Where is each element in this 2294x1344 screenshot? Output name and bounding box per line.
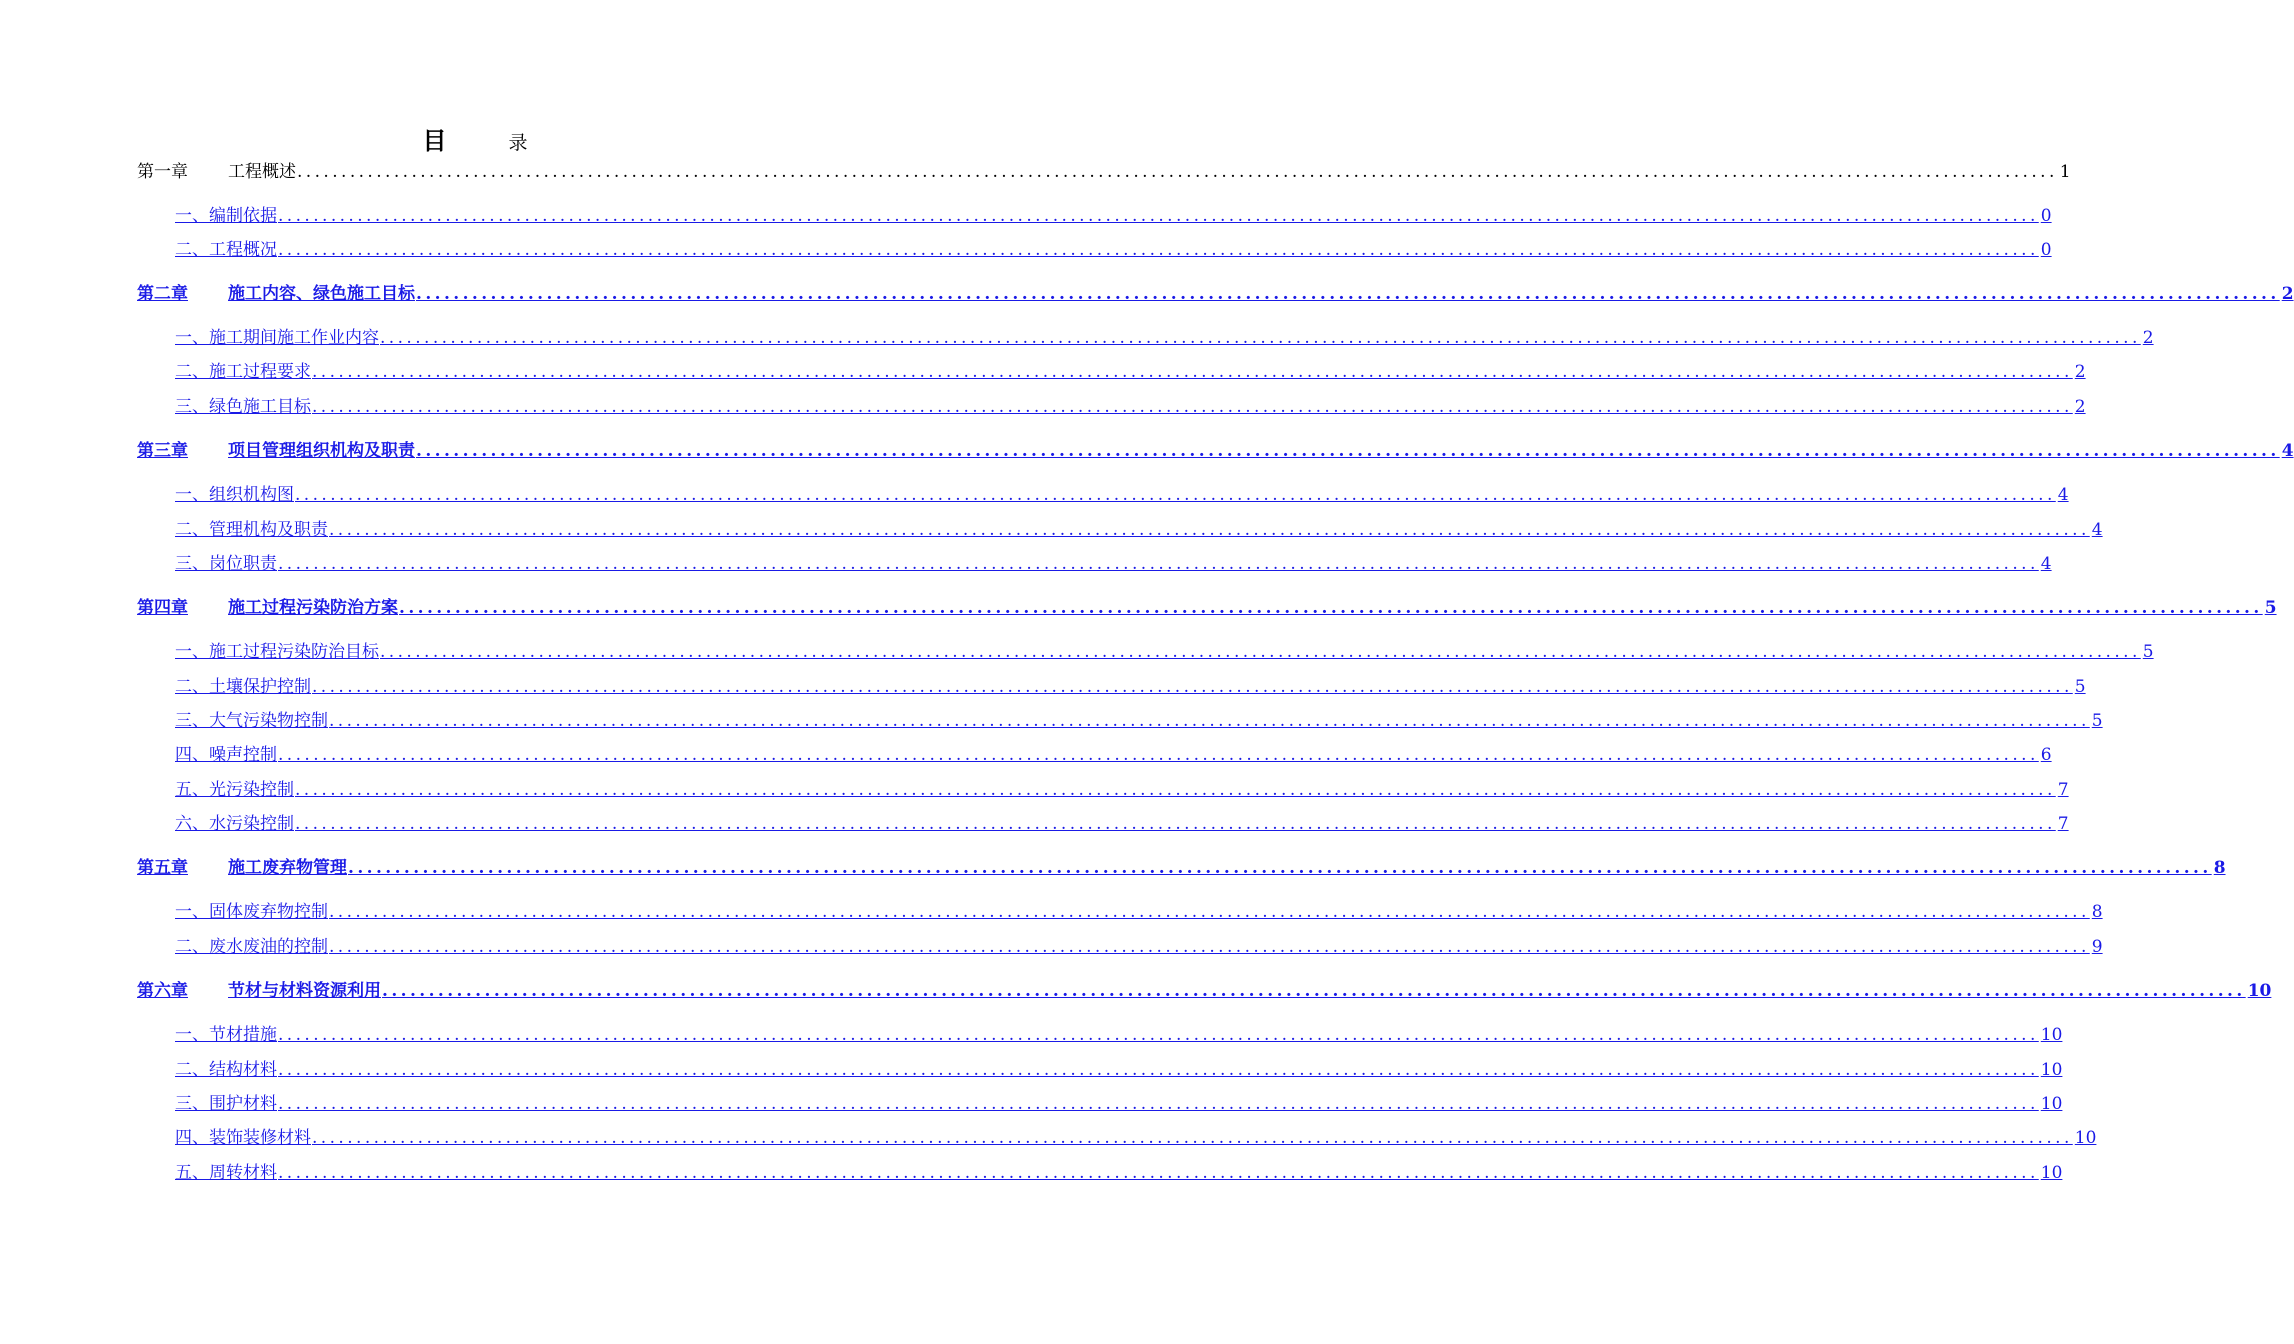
toc-chapter-link[interactable] (137, 160, 2071, 184)
toc-leader-dots: ........................................................................................................................................................................................................ (329, 902, 2090, 922)
toc-page-number: 4 (2057, 485, 2069, 505)
toc-section-link[interactable] (175, 238, 2052, 262)
toc-page-number: 4 (2281, 441, 2294, 461)
toc-section-title: 五、周转材料 (175, 1163, 277, 1183)
toc-page-number: 1 (2059, 162, 2071, 182)
toc-section-title: 三、岗位职责 (175, 554, 277, 574)
toc-leader-dots: ........................................................................................................................................................................................................ (295, 814, 2056, 834)
toc-section-title: 二、废水废油的控制 (175, 937, 328, 957)
toc-chapter-label (137, 856, 347, 880)
toc-chapter-title: 节材与材料资源利用 (228, 981, 381, 1001)
toc-section-link[interactable] (175, 900, 2103, 924)
toc-section-title: 四、装饰装修材料 (175, 1128, 311, 1148)
toc-chapter-label (137, 979, 381, 1003)
toc-page-number: 2 (2074, 362, 2086, 382)
toc-page-number: 0 (2040, 240, 2052, 260)
toc-leader-dots: ........................................................................................................................................................................................................ (416, 284, 2280, 304)
toc-chapter-link[interactable] (137, 856, 2226, 880)
toc-leader-dots: ........................................................................................................................................................................................................ (380, 642, 2141, 662)
toc-leader-dots: ........................................................................................................................................................................................................ (312, 362, 2073, 382)
toc-section-link[interactable] (175, 518, 2103, 542)
toc-leader-dots: ........................................................................................................................................................................................................ (295, 780, 2056, 800)
toc-leader-dots: ........................................................................................................................................................................................................ (295, 485, 2056, 505)
toc-page-number: 9 (2091, 937, 2103, 957)
toc-leader-dots: ........................................................................................................................................................................................................ (278, 554, 2039, 574)
toc-page-number: 10 (2074, 1128, 2097, 1148)
toc-leader-dots: ........................................................................................................................................................................................................ (329, 520, 2090, 540)
toc-section-link[interactable] (175, 743, 2052, 767)
toc-section-link[interactable] (175, 326, 2154, 350)
toc-page-number: 2 (2074, 397, 2086, 417)
toc-leader-dots: ........................................................................................................................................................................................................ (278, 1060, 2039, 1080)
toc-chapter-label (137, 282, 415, 306)
toc-section-link[interactable] (175, 1126, 2097, 1150)
toc-section-link[interactable] (175, 204, 2052, 228)
toc-page-number: 5 (2264, 598, 2277, 618)
toc-leader-dots: ........................................................................................................................................................................................................ (416, 441, 2280, 461)
toc-chapter-label (137, 596, 398, 620)
toc-section-link[interactable] (175, 935, 2103, 959)
toc-chapter-title: 项目管理组织机构及职责 (228, 441, 415, 461)
title-char-1: 目 (422, 127, 447, 155)
toc-section-link[interactable] (175, 1023, 2063, 1047)
toc-section-title: 三、绿色施工目标 (175, 397, 311, 417)
toc-section-link[interactable] (175, 1161, 2063, 1185)
toc-chapter-link[interactable] (137, 282, 2294, 306)
toc-section-link[interactable] (175, 675, 2086, 699)
toc-page-number: 10 (2040, 1025, 2063, 1045)
toc-page-number: 10 (2247, 981, 2272, 1001)
toc-chapter-number: 第二章 (137, 284, 188, 304)
toc-chapter-number: 第四章 (137, 598, 188, 618)
toc-page-number: 0 (2040, 206, 2052, 226)
toc-leader-dots: ........................................................................................................................................................................................................ (348, 858, 2212, 878)
toc-leader-dots: ........................................................................................................................................................................................................ (380, 328, 2141, 348)
toc-section-link[interactable] (175, 640, 2154, 664)
toc-chapter-title: 施工废弃物管理 (228, 858, 347, 878)
toc-leader-dots: ........................................................................................................................................................................................................ (329, 711, 2090, 731)
toc-page-number: 5 (2142, 642, 2154, 662)
toc-chapter-link[interactable] (137, 439, 2294, 463)
toc-leader-dots: ........................................................................................................................................................................................................ (399, 598, 2263, 618)
toc-leader-dots: ........................................................................................................................................................................................................ (312, 677, 2073, 697)
toc-chapter-number: 第六章 (137, 981, 188, 1001)
toc-page-number: 10 (2040, 1163, 2063, 1183)
title-char-2: 录 (508, 132, 528, 154)
toc-section-link[interactable] (175, 709, 2103, 733)
toc-chapter-title: 工程概述 (228, 162, 296, 182)
toc-section-title: 一、组织机构图 (175, 485, 294, 505)
toc-section-link[interactable] (175, 483, 2069, 507)
toc-page-number: 6 (2040, 745, 2052, 765)
toc-section-title: 五、光污染控制 (175, 780, 294, 800)
toc-leader-dots: ........................................................................................................................................................................................................ (278, 240, 2039, 260)
toc-page-number: 4 (2040, 554, 2052, 574)
toc-section-title: 六、水污染控制 (175, 814, 294, 834)
toc-page-number: 7 (2057, 780, 2069, 800)
toc-leader-dots: ........................................................................................................................................................................................................ (278, 1094, 2039, 1114)
toc-page-number: 5 (2074, 677, 2086, 697)
toc-leader-dots: ........................................................................................................................................................................................................ (278, 206, 2039, 226)
toc-chapter-label (137, 439, 415, 463)
toc-section-title: 三、大气污染物控制 (175, 711, 328, 731)
toc-page-number: 8 (2213, 858, 2226, 878)
toc-chapter-number: 第五章 (137, 858, 188, 878)
toc-section-title: 二、施工过程要求 (175, 362, 311, 382)
toc-section-link[interactable] (175, 360, 2086, 384)
toc-chapter-number: 第三章 (137, 441, 188, 461)
toc-section-link[interactable] (175, 1058, 2063, 1082)
toc-section-title: 一、编制依据 (175, 206, 277, 226)
toc-section-title: 一、节材措施 (175, 1025, 277, 1045)
toc-leader-dots: ........................................................................................................................................................................................................ (278, 1163, 2039, 1183)
toc-leader-dots: ........................................................................................................................................................................................................ (297, 162, 2058, 182)
toc-section-link[interactable] (175, 1092, 2063, 1116)
toc-chapter-link[interactable] (137, 596, 2277, 620)
toc-section-title: 一、施工过程污染防治目标 (175, 642, 379, 662)
toc-leader-dots: ........................................................................................................................................................................................................ (278, 1025, 2039, 1045)
toc-page-number: 10 (2040, 1060, 2063, 1080)
toc-section-link[interactable] (175, 552, 2052, 576)
toc-leader-dots: ........................................................................................................................................................................................................ (312, 1128, 2073, 1148)
toc-page-number: 5 (2091, 711, 2103, 731)
toc-section-link[interactable] (175, 395, 2086, 419)
toc-page-number: 2 (2281, 284, 2294, 304)
toc-section-link[interactable] (175, 812, 2069, 836)
toc-section-link[interactable] (175, 778, 2069, 802)
toc-section-title: 一、施工期间施工作业内容 (175, 328, 379, 348)
toc-leader-dots: ........................................................................................................................................................................................................ (312, 397, 2073, 417)
toc-page-number: 2 (2142, 328, 2154, 348)
toc-chapter-title: 施工内容、绿色施工目标 (228, 284, 415, 304)
toc-section-title: 二、工程概况 (175, 240, 277, 260)
toc-page-number: 7 (2057, 814, 2069, 834)
toc-title (0, 121, 950, 156)
toc-section-title: 二、土壤保护控制 (175, 677, 311, 697)
toc-leader-dots: ........................................................................................................................................................................................................ (329, 937, 2090, 957)
toc-chapter-number: 第一章 (137, 162, 188, 182)
toc-page-number: 8 (2091, 902, 2103, 922)
toc-leader-dots: ........................................................................................................................................................................................................ (278, 745, 2039, 765)
toc-leader-dots: ........................................................................................................................................................................................................ (382, 981, 2246, 1001)
toc-section-title: 二、结构材料 (175, 1060, 277, 1080)
toc-chapter-link[interactable] (137, 979, 2272, 1003)
toc-section-title: 二、管理机构及职责 (175, 520, 328, 540)
toc-chapter-title: 施工过程污染防治方案 (228, 598, 398, 618)
toc-section-title: 一、固体废弃物控制 (175, 902, 328, 922)
toc-chapter-label (137, 160, 296, 184)
toc-section-title: 三、围护材料 (175, 1094, 277, 1114)
toc-section-title: 四、噪声控制 (175, 745, 277, 765)
toc-page-number: 4 (2091, 520, 2103, 540)
toc-page-number: 10 (2040, 1094, 2063, 1114)
